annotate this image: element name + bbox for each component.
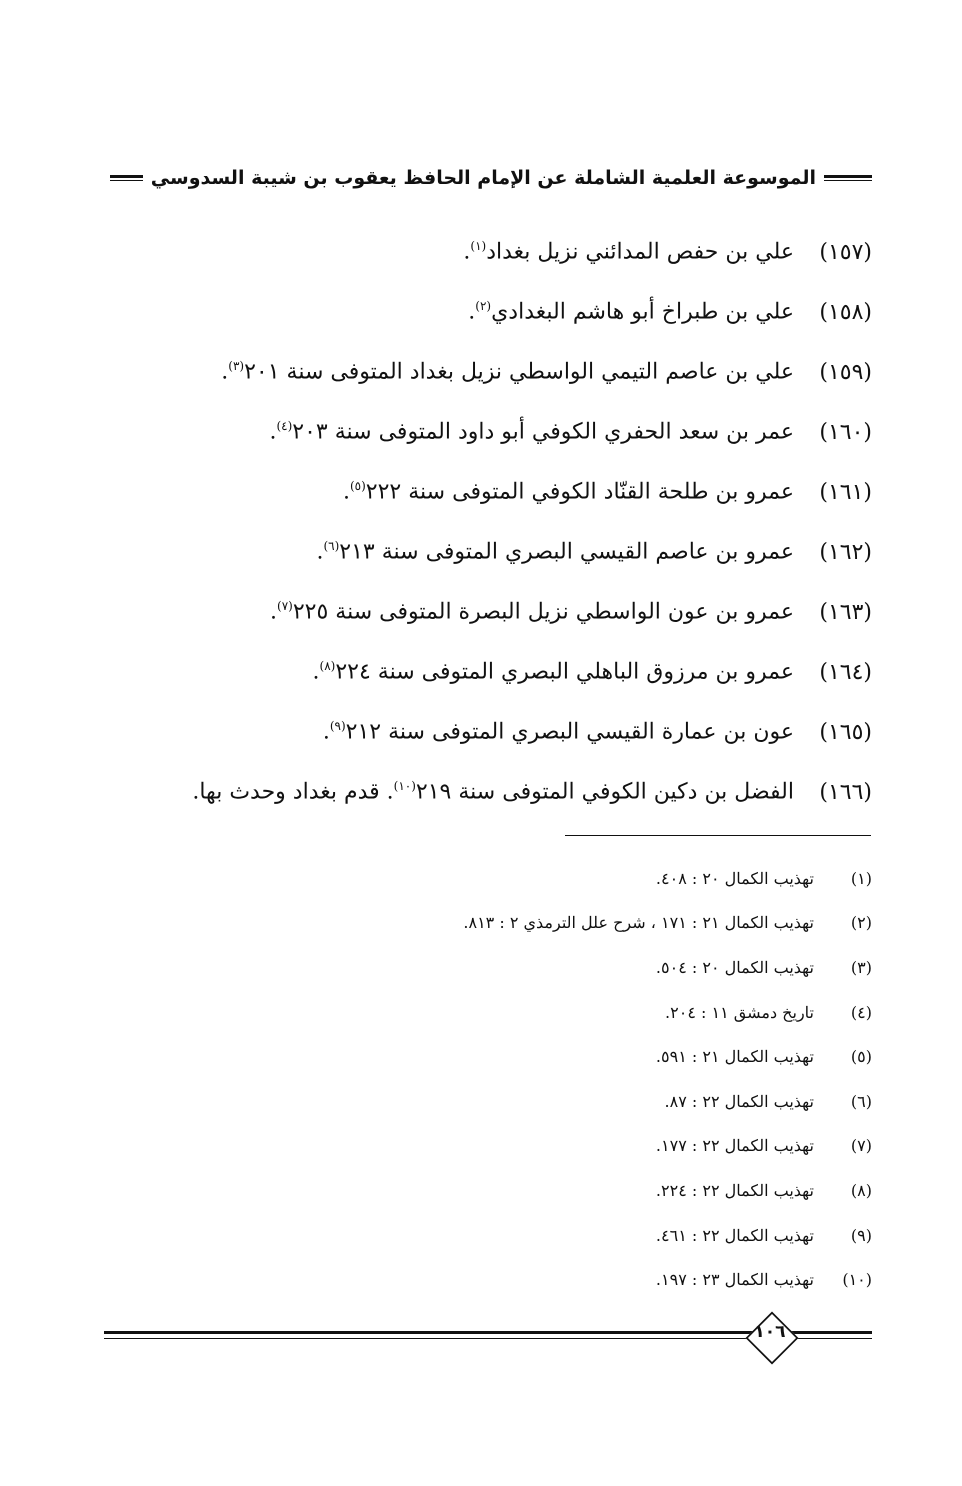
entry-number: (١٦٦)	[819, 779, 872, 805]
list-item	[112, 522, 872, 582]
footnote-item	[112, 1257, 872, 1302]
entry-number: (١٦١)	[819, 479, 872, 505]
footnote-text: تهذيب الكمال ٢٢ : ٤٦١.	[655, 1225, 814, 1245]
entry-number: (١٦٣)	[819, 599, 872, 625]
entry-number: (١٦٠)	[819, 419, 872, 445]
footnote-text: تهذيب الكمال ٢٣ : ١٩٧.	[655, 1270, 814, 1290]
entry-number: (١٥٩)	[819, 359, 872, 385]
entry-text: عمرو بن عون الواسطي نزيل البصرة المتوفى سنة ٢٢٥$^{(٧)}$.	[270, 599, 794, 625]
footnote-text: تهذيب الكمال ٢٢ : ٨٧.	[664, 1091, 814, 1111]
list-item	[112, 702, 872, 762]
footnote-ref[interactable]: (٢)	[475, 299, 492, 314]
entry-text: الفضل بن دكين الكوفي المتوفى سنة ٢١٩$^{(١٠)}$. قدم بغداد وحدث بها.	[192, 779, 794, 805]
footnote-item	[112, 856, 872, 901]
entry-number: (١٦٢)	[819, 539, 872, 565]
header-title: الموسوعة العلمية الشاملة عن الإمام الحافظ يعقوب بن شيبة السدوسي	[150, 167, 816, 189]
footnote-ref[interactable]: (١)	[470, 239, 487, 254]
list-item	[112, 402, 872, 462]
footnote-item	[112, 1168, 872, 1213]
footnote-text: تهذيب الكمال ٢١ : ٥٩١.	[655, 1047, 814, 1067]
footnote-text: تهذيب الكمال ٢٠ : ٤٠٨.	[655, 868, 814, 888]
footnote-item	[112, 990, 872, 1035]
entry-text: عون بن عمارة القيسي البصري المتوفى سنة ٢١٢$^{(٩)}$.	[322, 719, 794, 745]
footnote-ref[interactable]: (٧)	[277, 599, 293, 614]
footnote-ref[interactable]: (٩)	[329, 719, 346, 734]
footnote-item	[112, 1079, 872, 1124]
footnote-item	[112, 1034, 872, 1079]
running-header	[110, 160, 872, 196]
footnote-number: (١٠)	[842, 1270, 872, 1290]
entry-number: (١٥٧)	[819, 239, 872, 265]
list-item	[112, 762, 872, 822]
entry-number: (١٥٨)	[819, 299, 872, 325]
footnote-text: تهذيب الكمال ٢٢ : ١٧٧.	[655, 1136, 814, 1156]
entry-text: علي بن طبراخ أبو هاشم البغدادي$^{(٢)}$.	[468, 299, 794, 325]
entry-list	[112, 222, 872, 822]
footnote-number: (٤)	[850, 1002, 872, 1022]
list-item	[112, 222, 872, 282]
footnote-list	[112, 856, 872, 1302]
list-item	[112, 282, 872, 342]
footnote-item	[112, 901, 872, 946]
entry-text: عمرو بن طلحة القنّاد الكوفي المتوفى سنة ٢٢٢$^{(٥)}$.	[342, 479, 794, 505]
footnote-text: تهذيب الكمال ٢١ : ١٧١ ، شرح علل الترمذي ٢ : ٨١٣.	[463, 913, 814, 933]
header-rule-right	[824, 175, 872, 181]
footnote-item	[112, 1213, 872, 1258]
list-item	[112, 582, 872, 642]
footnote-ref[interactable]: (٦)	[323, 539, 340, 554]
list-item	[112, 462, 872, 522]
footnote-text: تهذيب الكمال ٢٢ : ٢٢٤.	[655, 1180, 814, 1200]
footnote-ref[interactable]: (٨)	[319, 659, 336, 674]
list-item	[112, 642, 872, 702]
footnote-number: (١)	[850, 868, 872, 888]
footnote-number: (٣)	[850, 957, 872, 977]
footnote-ref[interactable]: (١٠)	[393, 779, 416, 794]
footnote-number: (٩)	[850, 1225, 872, 1245]
entry-number: (١٦٥)	[819, 719, 872, 745]
page-number: ١٠٦	[754, 1322, 786, 1342]
footnote-item	[112, 1124, 872, 1169]
entry-text: عمرو بن مرزوق الباهلي البصري المتوفى سنة ٢٢٤$^{(٨)}$.	[312, 659, 794, 685]
entry-number: (١٦٤)	[819, 659, 872, 685]
entry-text: عمر بن سعد الحفري الكوفي أبو داود المتوفى سنة ٢٠٣$^{(٤)}$.	[269, 419, 794, 445]
list-item	[112, 342, 872, 402]
entry-text: عمرو بن عاصم القيسي البصري المتوفى سنة ٢١٣$^{(٦)}$.	[316, 539, 794, 565]
footnote-number: (٨)	[850, 1180, 872, 1200]
page-footer	[104, 1318, 872, 1358]
footnote-separator	[565, 835, 871, 836]
footnote-number: (٦)	[850, 1091, 872, 1111]
entry-text: علي بن حفص المدائني نزيل بغداد$^{(١)}$.	[463, 239, 794, 265]
footnote-text: تهذيب الكمال ٢٠ : ٥٠٤.	[655, 957, 814, 977]
footnote-number: (٢)	[850, 913, 872, 933]
footnote-text: تاريخ دمشق ١١ : ٢٠٤.	[665, 1002, 814, 1022]
footnote-number: (٥)	[850, 1047, 872, 1067]
footnote-number: (٧)	[850, 1136, 872, 1156]
footnote-ref[interactable]: (٤)	[276, 419, 293, 434]
footnote-ref[interactable]: (٥)	[349, 479, 366, 494]
entry-text: علي بن عاصم التيمي الواسطي نزيل بغداد المتوفى سنة ٢٠١$^{(٣)}$.	[221, 359, 794, 385]
footnote-item	[112, 945, 872, 990]
footnote-ref[interactable]: (٣)	[228, 359, 245, 374]
header-rule-left	[110, 175, 143, 181]
